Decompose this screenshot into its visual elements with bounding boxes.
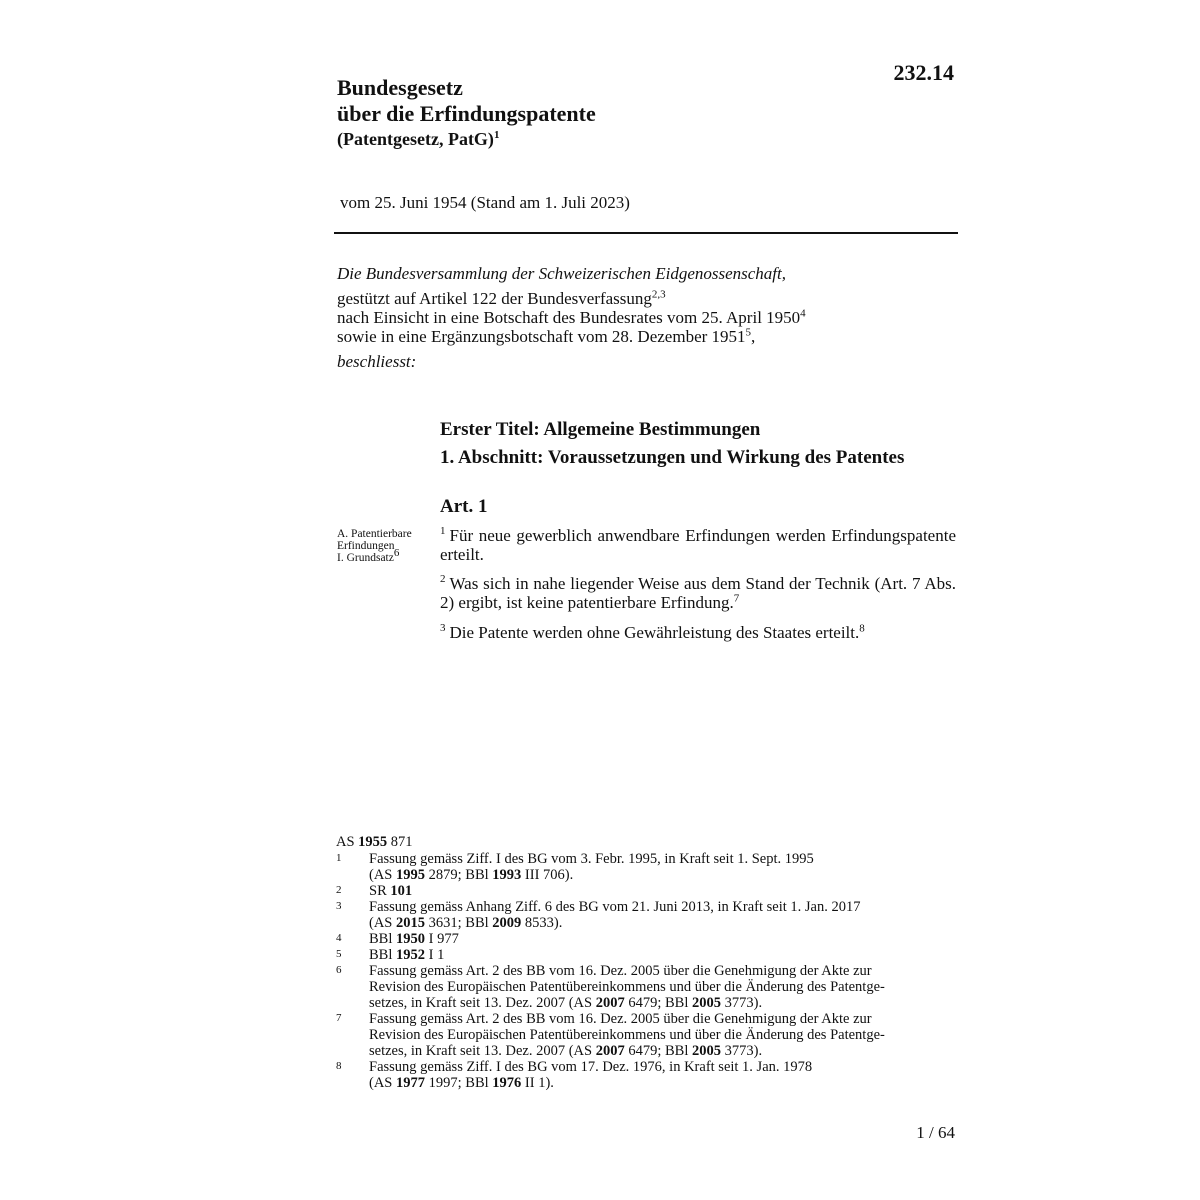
footnote [336, 899, 946, 931]
footnote-line: Fassung gemäss Anhang Ziff. 6 des BG vom 21. Juni 2013, in Kraft seit 1. Jan. 2017 [369, 899, 861, 915]
fn-part: 6479; BBl [624, 995, 692, 1011]
footnote-text [369, 851, 946, 883]
preamble [337, 264, 806, 371]
fn-part: 3773). [721, 1043, 763, 1059]
short-title-text: (Patentgesetz, PatG) [337, 129, 494, 149]
marginal-line: Erfindungen [337, 540, 395, 552]
footnote-source-prefix: AS [336, 834, 359, 850]
fn-part: (AS [369, 1075, 396, 1091]
marginal-line [337, 547, 412, 564]
fn-part: 3773). [721, 995, 763, 1011]
fn-part: 6479; BBl [624, 1043, 692, 1059]
paragraph-text: Die Patente werden ohne Gewährleistung des Staates erteilt. [449, 623, 860, 642]
footnote-text [369, 899, 946, 931]
fn-part-bold[interactable]: 2005 [692, 1043, 721, 1059]
footnote-ref[interactable]: 4 [800, 307, 806, 320]
footnote-line: Fassung gemäss Art. 2 des BB vom 16. Dez. 2005 über die Genehmigung der Akte zur [369, 963, 872, 979]
article-paragraph [440, 526, 956, 564]
footnote-text [369, 1011, 946, 1059]
sr-number: 232.14 [893, 60, 954, 85]
footnote [336, 883, 946, 899]
footnote-ref[interactable]: 8 [859, 622, 865, 635]
footnote-number: 6 [336, 964, 342, 976]
footnote-source-year: 1955 [358, 834, 388, 850]
footnote-ref[interactable]: 2,3 [651, 288, 666, 301]
footnote-ref[interactable]: 1 [493, 129, 500, 141]
footnote-source [336, 834, 946, 850]
fn-part: setzes, in Kraft seit 13. Dez. 2007 (AS [369, 1043, 596, 1059]
article-paragraph [440, 623, 956, 642]
footnote-number: 7 [336, 1012, 342, 1024]
fn-part: setzes, in Kraft seit 13. Dez. 2007 (AS [369, 995, 596, 1011]
footnote-source-page: 871 [387, 834, 413, 850]
fn-part: II 1). [521, 1075, 554, 1091]
footnote-number: 4 [336, 932, 342, 944]
fn-part-bold[interactable]: 1993 [492, 867, 522, 883]
fn-part: 3631; BBl [425, 915, 493, 931]
footnote-line: Fassung gemäss Ziff. I des BG vom 3. Febr. 1995, in Kraft seit 1. Sept. 1995 [369, 851, 814, 867]
header-divider [334, 232, 958, 234]
fn-part: 2879; BBl [425, 867, 493, 883]
footnote-text [369, 947, 946, 963]
title-heading: Erster Titel: Allgemeine Bestimmungen [440, 419, 761, 440]
fn-part-bold[interactable]: 1976 [492, 1075, 522, 1091]
preamble-line-text: nach Einsicht in eine Botschaft des Bundesrates vom 25. April 1950 [337, 308, 801, 327]
fn-part-bold[interactable]: 1977 [396, 1075, 425, 1091]
fn-part-bold[interactable]: 2005 [692, 995, 721, 1011]
footnote-ref[interactable]: 7 [733, 592, 740, 605]
fn-part: SR [369, 883, 391, 899]
preamble-line [337, 289, 806, 308]
footnote-line: Fassung gemäss Art. 2 des BB vom 16. Dez. 2005 über die Genehmigung der Akte zur [369, 1011, 872, 1027]
marginal-line: A. Patentierbare [337, 528, 412, 540]
fn-part-bold[interactable]: 1995 [396, 867, 425, 883]
page-number: 1 / 64 [916, 1123, 955, 1142]
fn-part-bold[interactable]: 1952 [396, 947, 425, 963]
preamble-line [337, 308, 806, 327]
fn-part-bold[interactable]: 1950 [396, 931, 425, 947]
fn-part-bold[interactable]: 2015 [396, 915, 425, 931]
marginal-note [337, 528, 412, 564]
fn-part: I 977 [425, 931, 459, 947]
fn-part: BBl [369, 947, 396, 963]
title-line-1: Bundesgesetz [337, 75, 463, 100]
footnote [336, 963, 946, 1011]
footnote-line [369, 931, 946, 947]
document-title [337, 75, 596, 127]
date-line: vom 25. Juni 1954 (Stand am 1. Juli 2023) [340, 193, 630, 212]
preamble-line-end: , [751, 327, 756, 346]
footnote-text [369, 963, 946, 1011]
preamble-line-text: gestützt auf Artikel 122 der Bundesverfassung [337, 289, 652, 308]
paragraph-number: 3 [440, 622, 446, 635]
footnote-number: 3 [336, 900, 342, 912]
footnote [336, 851, 946, 883]
fn-part: I 1 [425, 947, 445, 963]
footnote-ref[interactable]: 5 [745, 326, 752, 339]
fn-part-bold[interactable]: 2007 [595, 995, 625, 1011]
footnote-line: Revision des Europäischen Patentübereinkommens und über die Änderung des Patentge- [369, 1027, 885, 1043]
footnote-text [369, 883, 946, 899]
footnote-line: Fassung gemäss Ziff. I des BG vom 17. Dez. 1976, in Kraft seit 1. Jan. 1978 [369, 1059, 813, 1075]
footnote [336, 947, 946, 963]
fn-part: (AS [369, 915, 396, 931]
footnote-number: 5 [336, 948, 342, 960]
article-heading: Art. 1 [440, 496, 488, 517]
footnote-line [369, 1075, 946, 1091]
footnote-line [369, 915, 946, 931]
preamble-line-text: sowie in eine Ergänzungsbotschaft vom 28. Dezember 1951 [337, 327, 746, 346]
footnote [336, 931, 946, 947]
fn-part: BBl [369, 931, 396, 947]
fn-part-bold[interactable]: 101 [390, 883, 413, 899]
footnote-line [369, 947, 946, 963]
footnotes [336, 834, 946, 1091]
fn-part: 8533). [521, 915, 563, 931]
fn-part: (AS [369, 867, 396, 883]
preamble-issuer: Die Bundesversammlung der Schweizerischen Eidgenossenschaft, [337, 264, 786, 283]
fn-part: 1997; BBl [425, 1075, 493, 1091]
footnote-line [369, 995, 946, 1011]
title-line-2: über die Erfindungspatente [337, 101, 596, 126]
footnote-text [369, 931, 946, 947]
footnote-number: 2 [336, 884, 342, 896]
short-title [337, 129, 499, 150]
article-paragraph [440, 574, 956, 612]
footnote-line [369, 1043, 946, 1059]
footnote-line: Revision des Europäischen Patentübereinkommens und über die Änderung des Patentge- [369, 979, 885, 995]
footnote-text [369, 1059, 946, 1091]
footnote-number: 8 [336, 1060, 342, 1072]
fn-part-bold[interactable]: 2007 [595, 1043, 625, 1059]
preamble-line [337, 327, 806, 346]
paragraph-number: 2 [440, 573, 446, 586]
fn-part-bold[interactable]: 2009 [492, 915, 522, 931]
paragraph-number: 1 [440, 525, 446, 538]
footnote-line [369, 867, 946, 883]
footnote-number: 1 [336, 852, 342, 864]
section-heading: 1. Abschnitt: Voraussetzungen und Wirkung des Patentes [440, 447, 905, 468]
footnote-ref[interactable]: 6 [393, 547, 400, 560]
marginal-line-text: I. Grundsatz [337, 552, 394, 564]
footnote [336, 1011, 946, 1059]
paragraph-text: Was sich in nahe liegender Weise aus dem Stand der Technik (Art. 7 Abs. 2) ergibt, ist keine patentierbare Erfindung. [440, 574, 956, 612]
fn-part: III 706). [521, 867, 574, 883]
footnote [336, 1059, 946, 1091]
footnote-line [369, 883, 946, 899]
preamble-decree: beschliesst: [337, 352, 417, 371]
paragraph-text: Für neue gewerblich anwendbare Erfindungen werden Erfindungspatente erteilt. [440, 526, 956, 564]
